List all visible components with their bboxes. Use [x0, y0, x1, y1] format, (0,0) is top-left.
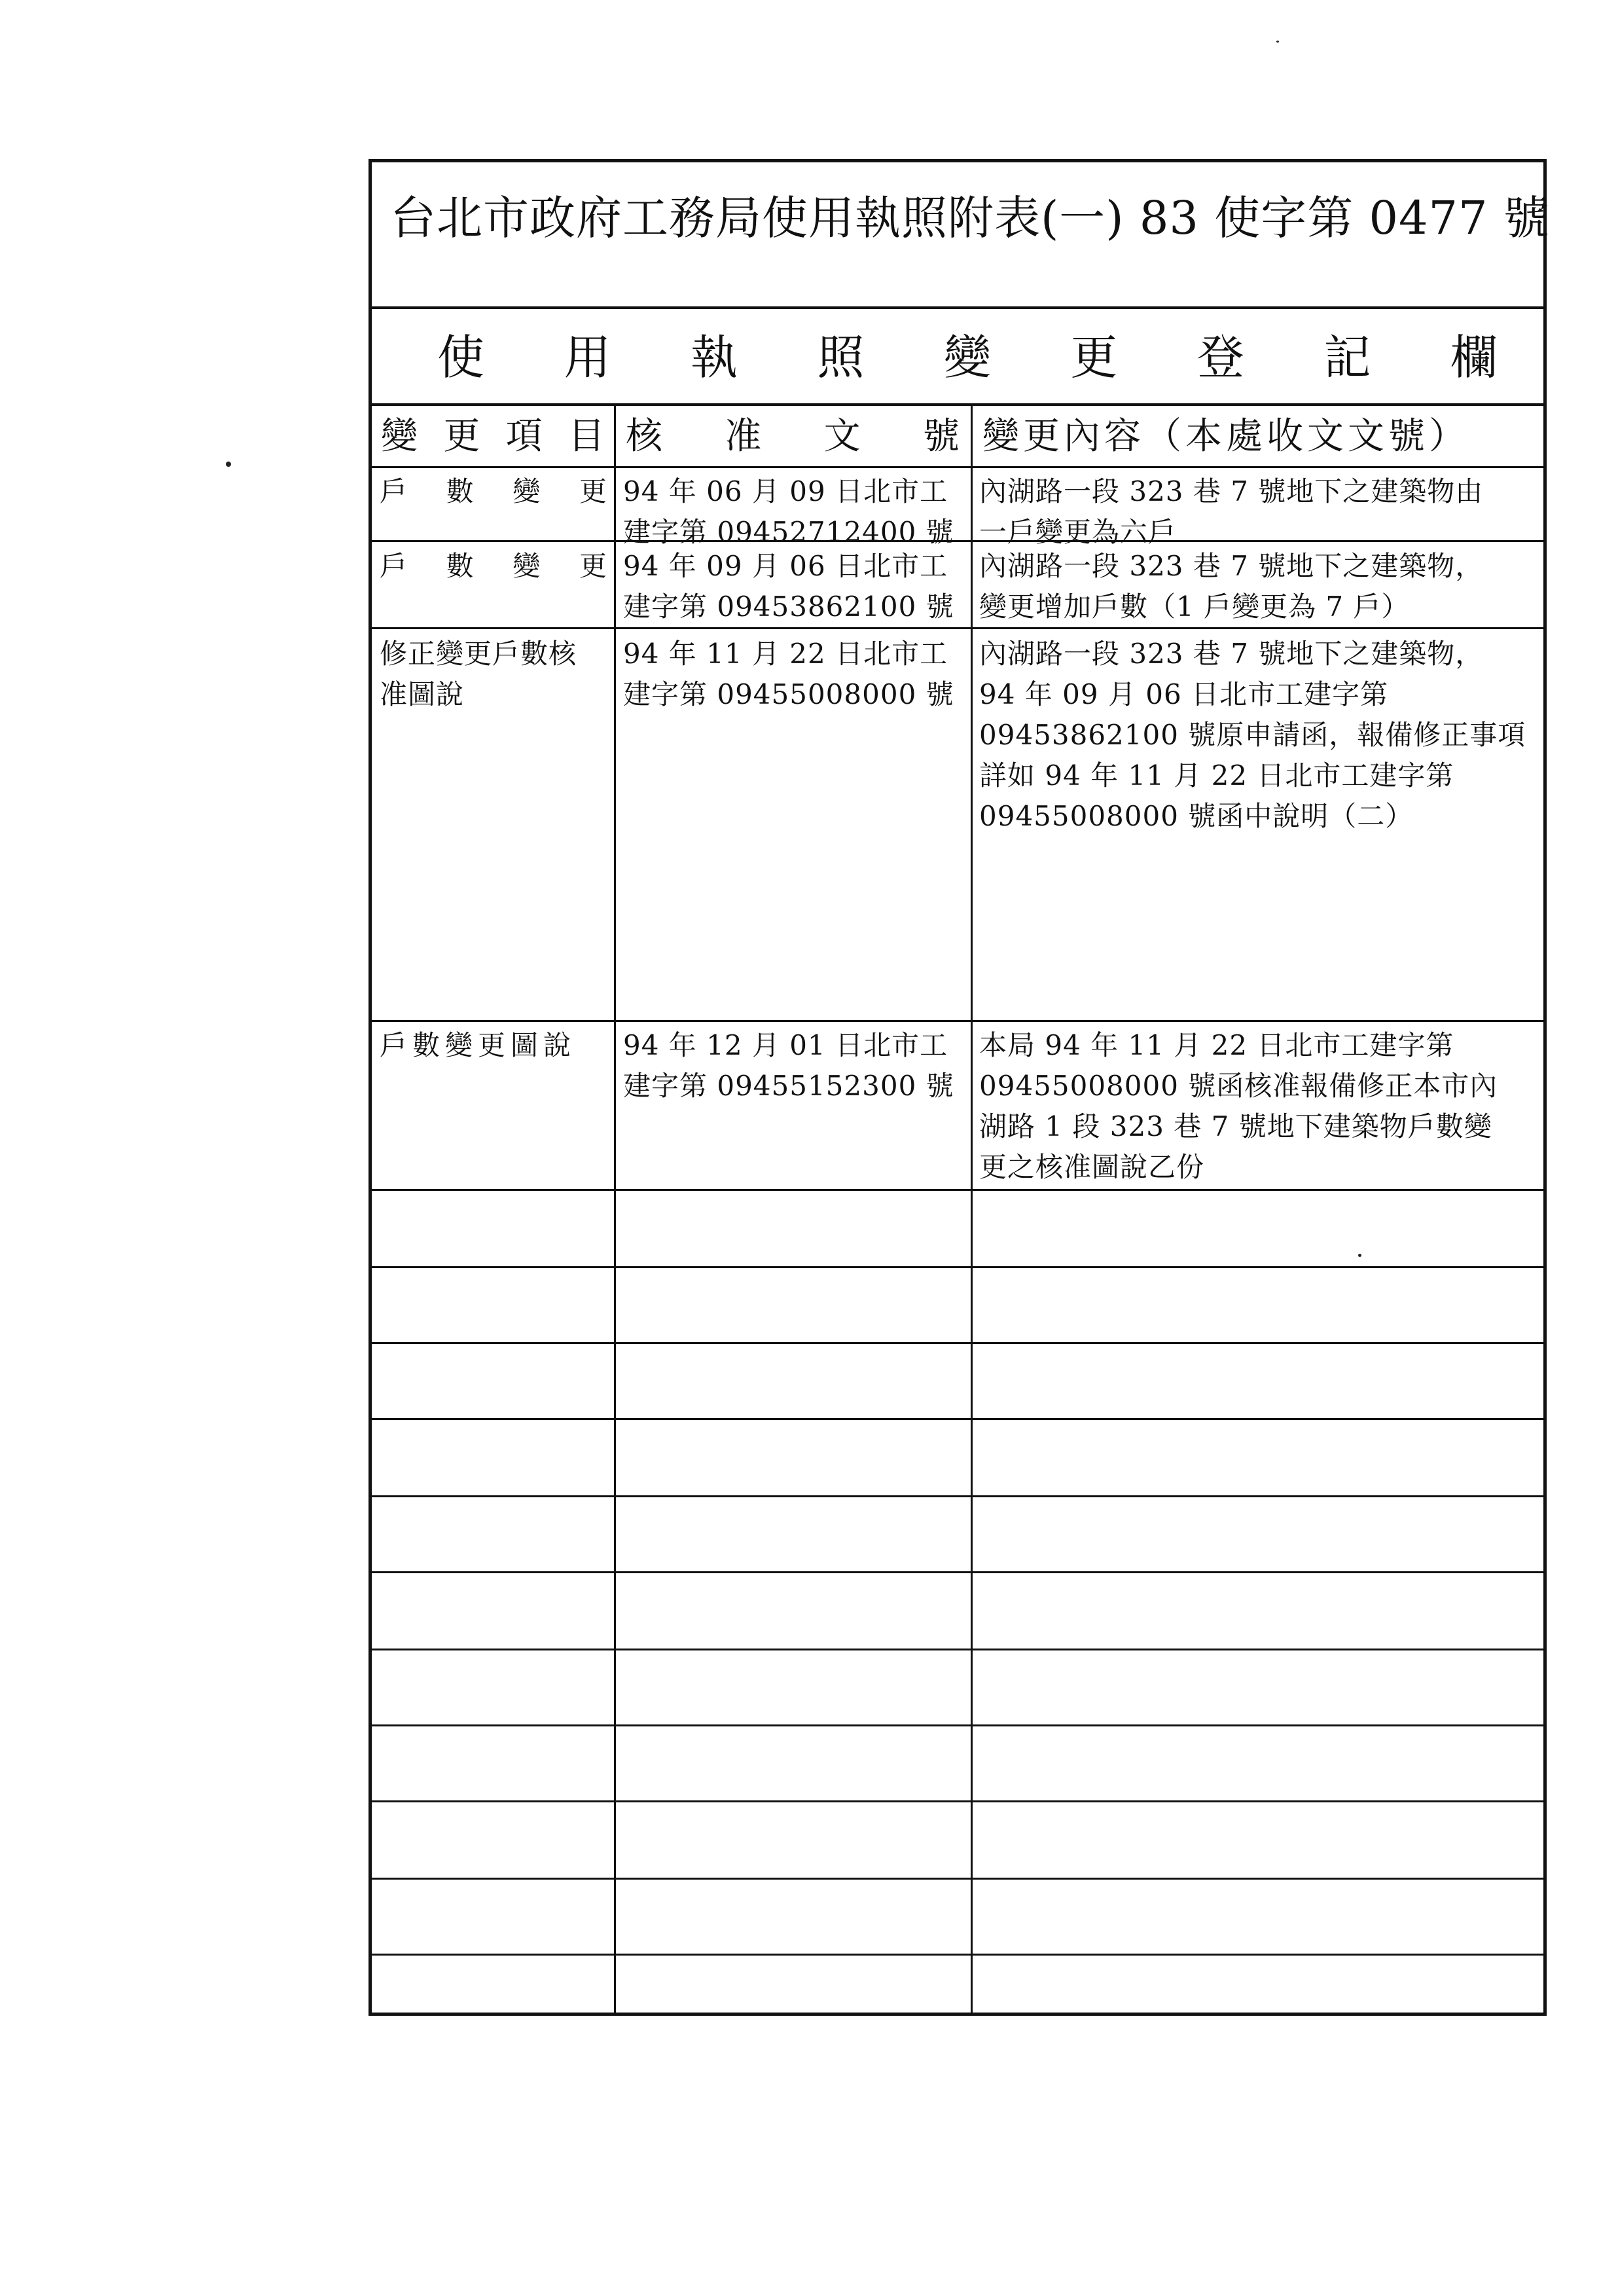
permit-form	[369, 159, 1550, 2016]
section-heading-char: 照	[817, 330, 865, 385]
row-1-content: 內湖路一段 323 巷 7 號地下之建築物由 一戶變更為六戶	[979, 475, 1484, 548]
section-heading-char: 用	[564, 330, 611, 385]
change-register-table	[372, 406, 1543, 2013]
section-heading-row	[372, 309, 1543, 406]
section-heading-char: 執	[690, 330, 738, 385]
row-divider	[372, 1954, 1543, 1956]
row-4-item: 戶數變更圖說	[380, 1029, 577, 1061]
row-divider	[372, 1878, 1543, 1880]
scan-speck	[226, 462, 231, 467]
column-divider	[614, 406, 616, 2013]
column-divider	[971, 406, 973, 2013]
section-heading-char: 欄	[1450, 330, 1498, 385]
section-heading	[437, 331, 1498, 384]
row-divider	[372, 1189, 1543, 1191]
column-header-approval: 核 准 文 號	[626, 415, 960, 458]
row-divider	[372, 1724, 1543, 1726]
row-divider	[372, 1418, 1543, 1420]
row-2-content: 內湖路一段 323 巷 7 號地下之建築物， 變更增加戶數（1 戶變更為 7 戶）	[979, 550, 1484, 623]
row-divider	[372, 627, 1543, 629]
row-4-content: 本局 94 年 11 月 22 日北市工建字第 09455008000 號函核准報備修正本市內 湖路 1 段 323 巷 7 號地下建築物戶數變 更之核准圖說乙份	[979, 1029, 1498, 1183]
scan-speck	[1358, 1254, 1361, 1257]
row-3-content: 內湖路一段 323 巷 7 號地下之建築物， 94 年 09 月 06 日北市工建字第 09453862100 號原申請函，報備修正事項 詳如 94 年 11 月 22 日北市工建字第 09455008000 號函中說明（二）	[979, 638, 1526, 832]
row-4-approval: 94 年 12 月 01 日北市工 建字第 09455152300 號	[623, 1029, 954, 1102]
section-heading-char: 記	[1323, 330, 1371, 385]
title-row	[372, 162, 1550, 309]
row-divider	[372, 1649, 1543, 1650]
row-divider	[372, 1020, 1543, 1022]
row-1-item: 戶 數 變 更	[380, 475, 607, 507]
document-title: 台北市政府工務局使用執照附表(一) 83 使字第 0477 號	[390, 191, 1550, 245]
row-3-approval: 94 年 11 月 22 日北市工 建字第 09455008000 號	[623, 638, 954, 710]
row-divider	[372, 1800, 1543, 1802]
row-divider	[372, 1571, 1543, 1573]
row-divider	[372, 1266, 1543, 1268]
row-1-approval: 94 年 06 月 09 日北市工 建字第 09452712400 號	[623, 475, 954, 548]
section-heading-char: 更	[1070, 330, 1118, 385]
column-header-content: 變更內容（本處收文文號）	[982, 415, 1469, 458]
section-heading-char: 使	[437, 330, 485, 385]
row-divider	[372, 466, 1543, 468]
section-heading-char: 變	[943, 330, 991, 385]
scan-speck	[1276, 41, 1279, 43]
column-header-item: 變 更 項 目	[381, 415, 605, 458]
row-3-item: 修正變更戶數核 准圖說	[380, 638, 577, 710]
section-heading-char: 登	[1196, 330, 1244, 385]
row-divider	[372, 1342, 1543, 1344]
row-2-item: 戶 數 變 更	[380, 550, 607, 582]
row-2-approval: 94 年 09 月 06 日北市工 建字第 09453862100 號	[623, 550, 954, 623]
row-divider	[372, 1495, 1543, 1497]
